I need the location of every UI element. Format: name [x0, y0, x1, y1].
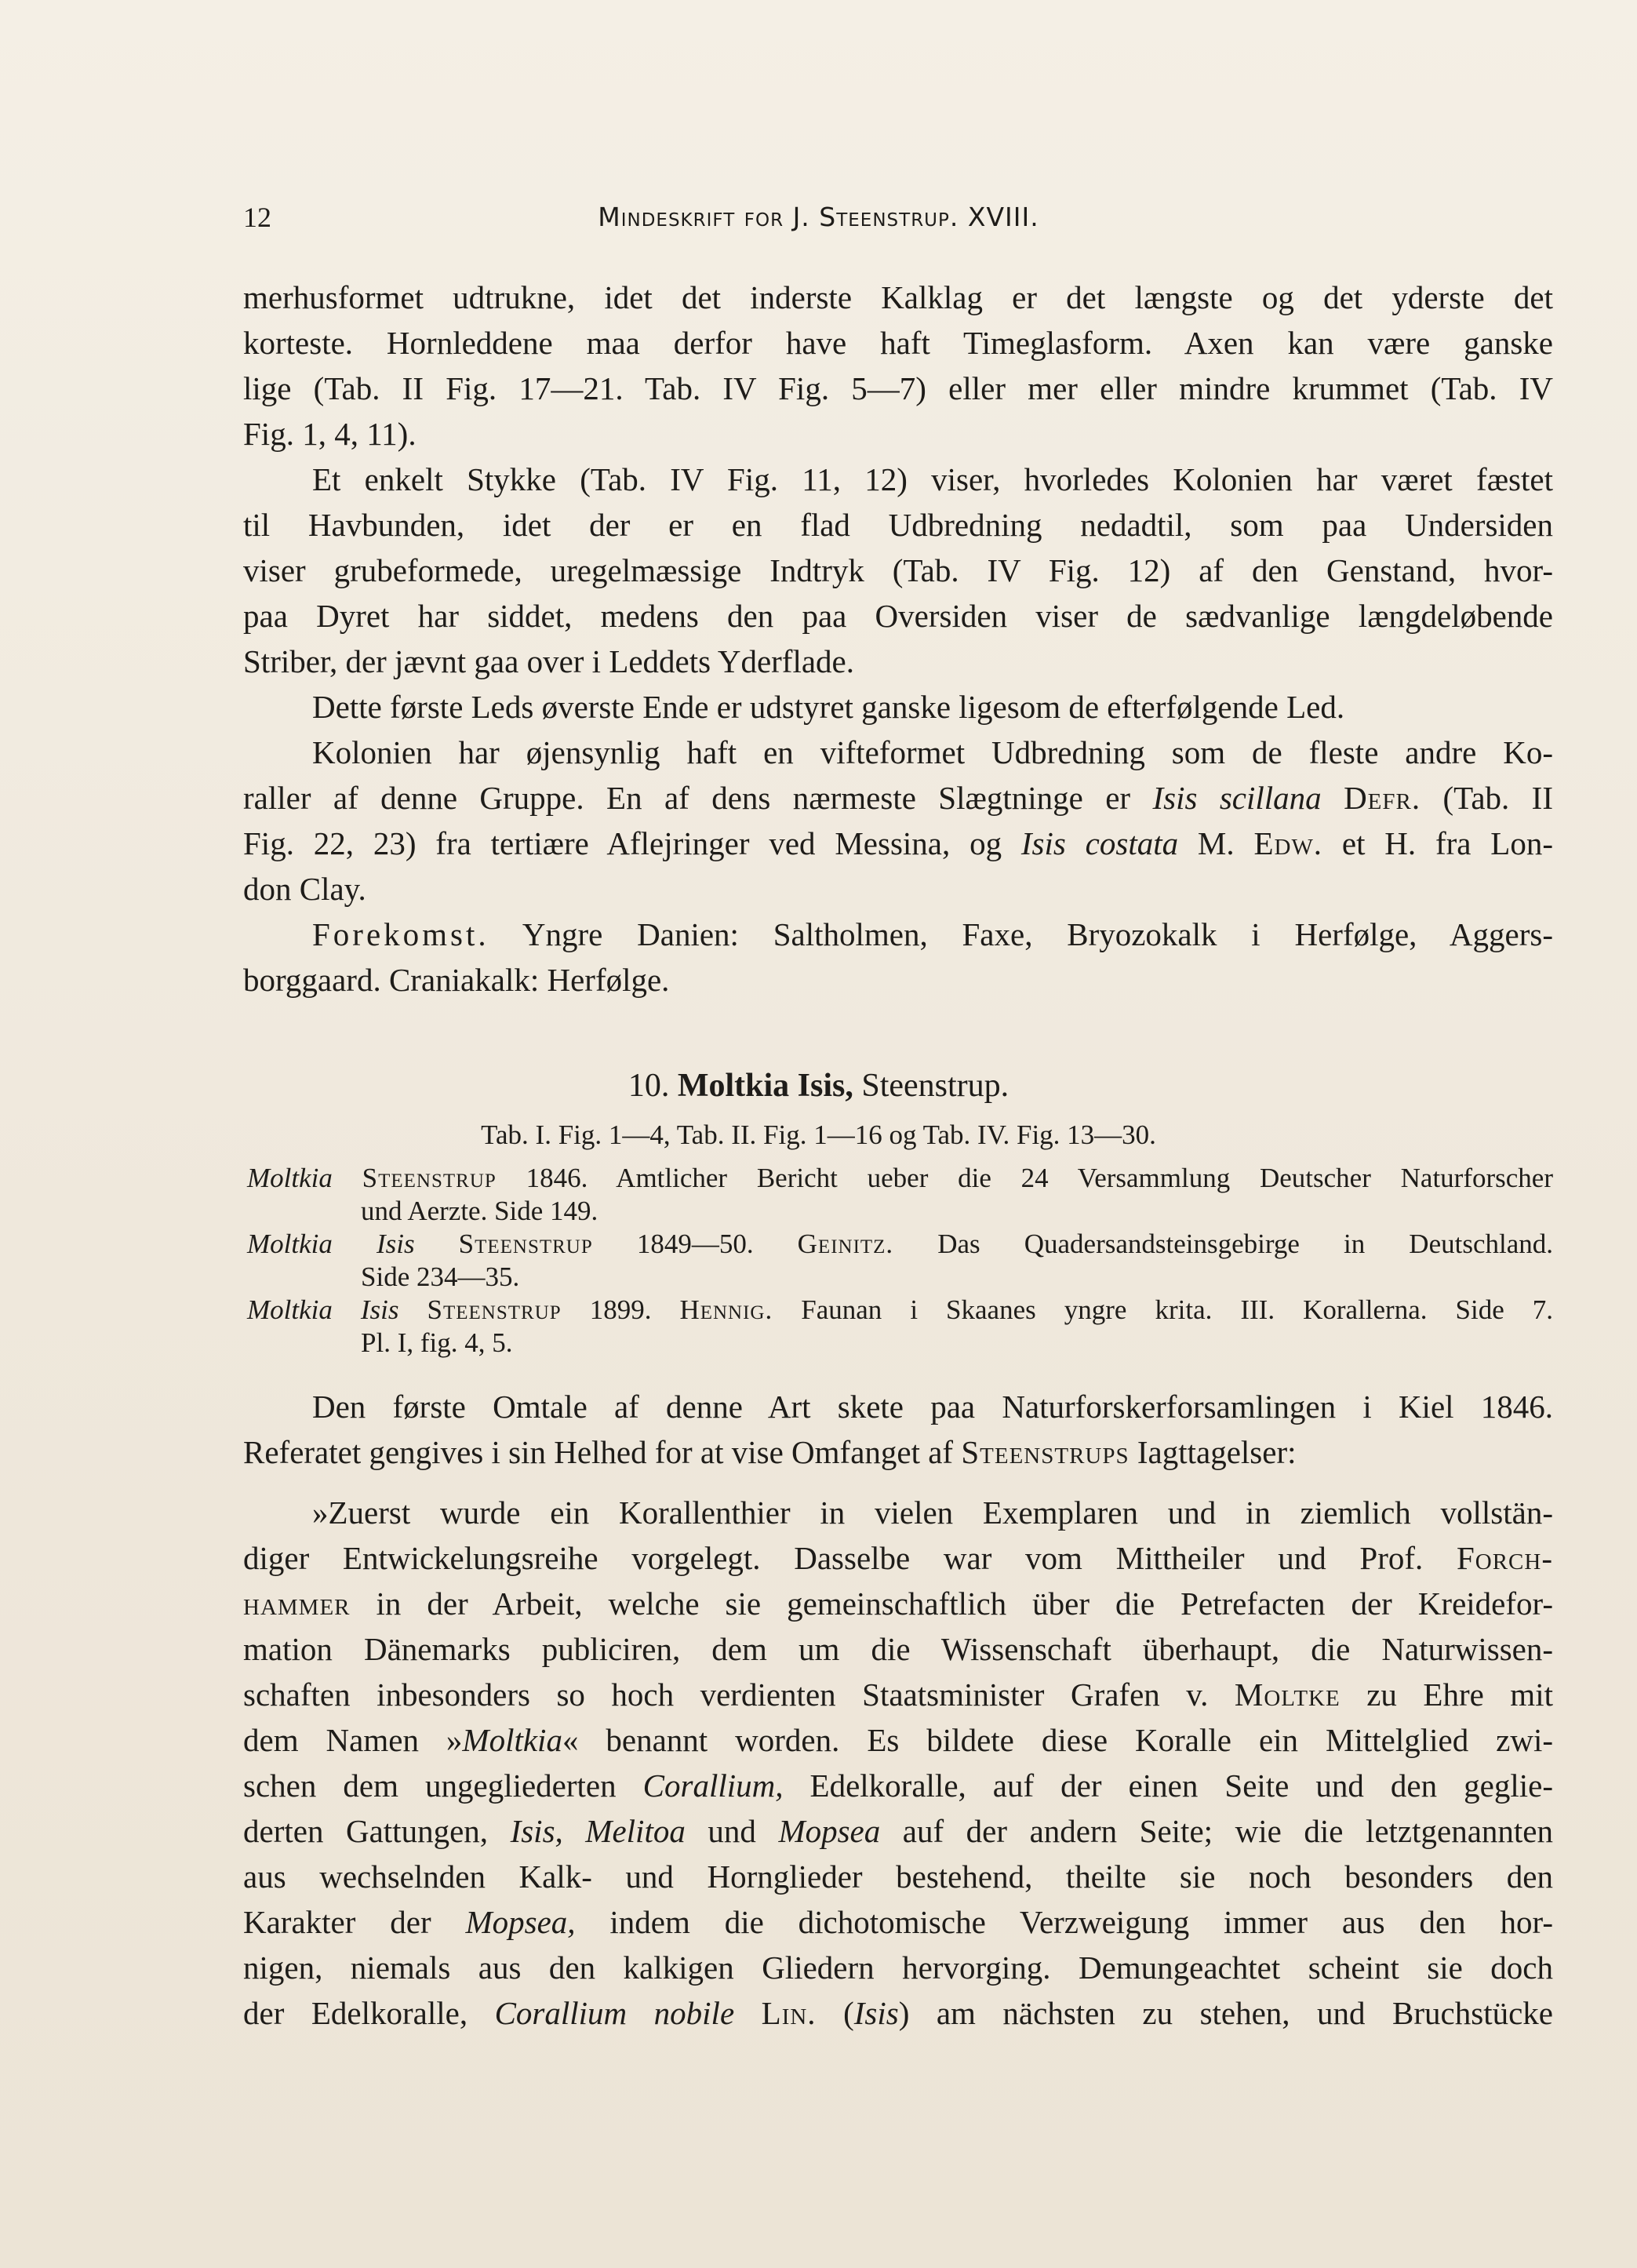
- genus-name: Isis, Melitoa: [510, 1813, 686, 1849]
- author-name: Geinitz.: [797, 1229, 894, 1259]
- paragraph-1: [243, 275, 1553, 457]
- text-run: Das Quadersandsteinsgebirge in Deutschland.: [893, 1229, 1553, 1259]
- text-run: diger Entwickelungsreihe vorgelegt. Dasselbe war vom Mittheiler und Prof.: [243, 1540, 1457, 1576]
- text-line: Kolonien har øjensynlig haft en vifteformet Udbredning som de fleste andre Ko-: [312, 734, 1553, 770]
- section-author: Steenstrup.: [861, 1068, 1009, 1104]
- text-line: mation Dänemarks publiciren, dem um die Wissenschaft überhaupt, die Naturwissen-: [243, 1631, 1553, 1667]
- section-taxon: Moltkia Isis,: [677, 1068, 853, 1104]
- text-run: Referatet gengives i sin Helhed for at vise Omfanget af: [243, 1434, 962, 1470]
- text-run: raller af denne Gruppe. En af dens nærmeste Slægtninge er: [243, 780, 1153, 816]
- text-line: Et enkelt Stykke (Tab. IV Fig. 11, 12) viser, hvorledes Kolonien har været fæstet: [312, 461, 1553, 497]
- text-run: [734, 1995, 762, 2031]
- text-run: dem Namen »: [243, 1722, 463, 1758]
- genus-name: Mopsea: [778, 1813, 881, 1849]
- text-run: 1899.: [561, 1294, 680, 1325]
- text-line: paa Dyret har siddet, medens den paa Oversiden viser de sædvanlige længdeløbende: [243, 598, 1553, 634]
- text-line: lige (Tab. II Fig. 17—21. Tab. IV Fig. 5—7) eller mer eller mindre krummet (Tab. IV: [243, 370, 1553, 406]
- text-line: [243, 1763, 1553, 1808]
- genus-name: Isis: [853, 1995, 899, 2031]
- author-name: hammer: [243, 1585, 351, 1622]
- paragraph-6: [243, 1384, 1553, 1475]
- text-line: don Clay.: [243, 871, 366, 907]
- text-run: [1322, 780, 1344, 816]
- spaced-heading: Forekomst.: [312, 916, 489, 952]
- text-line: »Zuerst wurde ein Korallenthier in vielen Exemplaren und in ziemlich vollstän-: [312, 1494, 1553, 1531]
- text-line: [243, 1581, 1553, 1626]
- species-name: Isis: [376, 1229, 415, 1259]
- text-run: derten Gattungen,: [243, 1813, 511, 1849]
- paragraph-3: [243, 684, 1553, 730]
- text-line: Fig. 1, 4, 11).: [243, 416, 417, 452]
- author-name: Steenstrup: [362, 1163, 497, 1193]
- text-run: Iagttagelser:: [1129, 1434, 1297, 1470]
- text-run: Faunan i Skaanes yngre krita. III. Korallerna. Side 7.: [773, 1294, 1553, 1325]
- text-line: [243, 1808, 1553, 1854]
- paragraph-4: [243, 730, 1553, 912]
- text-run: und: [685, 1813, 779, 1849]
- paragraph-5: [243, 912, 1553, 1003]
- author-name: Hennig.: [679, 1294, 773, 1325]
- running-title: Mindeskrift for J. Steenstrup. XVIII.: [598, 202, 1039, 232]
- text-run: in der Arbeit, welche sie gemeinschaftlich über die Petrefacten der Kreidefor-: [350, 1585, 1553, 1622]
- text-line: [243, 821, 1553, 866]
- paragraph-7: [243, 1490, 1553, 2036]
- text-run: « benannt worden. Es bildete diese Koralle ein Mittelglied zwi-: [562, 1722, 1554, 1758]
- text-run: (Tab. II: [1421, 780, 1553, 816]
- text-run: schaften inbesonders so hoch verdienten Staatsminister Grafen v.: [243, 1676, 1235, 1713]
- author-name: Defr.: [1344, 780, 1421, 816]
- text-line: Dette første Leds øverste Ende er udstyret ganske ligesom de efterfølgende Led.: [312, 689, 1345, 725]
- synonymy-entry: [247, 1228, 1553, 1294]
- section-heading: [0, 1063, 1637, 1109]
- text-line: [243, 1672, 1553, 1717]
- text-run: (: [816, 1995, 854, 2031]
- genus-name: Moltkia: [462, 1722, 562, 1758]
- page-number: 12: [243, 202, 271, 233]
- text-block-lower: [243, 1384, 1553, 1475]
- text-run: auf der andern Seite; wie die letztgenannten: [880, 1813, 1554, 1849]
- text-line: til Havbunden, idet der er en flad Udbredning nedadtil, som paa Undersiden: [243, 507, 1553, 543]
- author-name: Moltke: [1234, 1676, 1341, 1713]
- genus-name: Corallium,: [642, 1767, 784, 1804]
- text-line: [243, 775, 1553, 821]
- text-run: der Edelkoralle,: [243, 1995, 495, 2031]
- text-line: Striber, der jævnt gaa over i Leddets Yderflade.: [243, 643, 854, 679]
- text-line: [243, 1535, 1553, 1581]
- text-line: [243, 1990, 1553, 2036]
- text-run: zu Ehre mit: [1340, 1676, 1553, 1713]
- plate-references: Tab. I. Fig. 1—4, Tab. II. Fig. 1—16 og Tab. IV. Fig. 13—30.: [481, 1119, 1156, 1150]
- author-name: Steenstrup: [458, 1229, 593, 1259]
- genus-name: Mopsea,: [465, 1904, 576, 1940]
- text-line: korteste. Hornleddene maa derfor have haft Timeglasform. Axen kan være ganske: [243, 325, 1553, 361]
- genus-name: Moltkia: [247, 1229, 333, 1259]
- quotation-block: [243, 1490, 1553, 2036]
- section-number: 10.: [628, 1068, 670, 1104]
- author-name: Steenstrups: [961, 1434, 1130, 1470]
- synonymy-list: [247, 1162, 1553, 1360]
- text-run: 1849—50.: [592, 1229, 798, 1259]
- author-name: Lin.: [761, 1995, 817, 2031]
- author-name: Forch-: [1456, 1540, 1553, 1576]
- species-name: Isis: [360, 1294, 399, 1325]
- text-line: Side 234—35.: [361, 1261, 520, 1292]
- genus-name: Moltkia: [247, 1163, 333, 1193]
- synonymy-entry: [247, 1294, 1553, 1360]
- text-line: [247, 1294, 1553, 1327]
- synonymy-entry: [247, 1162, 1553, 1228]
- text-run: Yngre Danien: Saltholmen, Faxe, Bryozokalk i Herfølge, Aggers-: [489, 916, 1553, 952]
- species-name: Isis costata: [1020, 825, 1179, 861]
- author-name: Edw.: [1253, 825, 1323, 861]
- text-line: [243, 1899, 1553, 1945]
- text-run: Karakter der: [243, 1904, 466, 1940]
- text-line: [247, 1228, 1553, 1261]
- text-line: nigen, niemals aus den kalkigen Gliedern hervorging. Demungeachtet scheint sie doch: [243, 1949, 1553, 1986]
- text-run: indem die dichotomische Verzweigung immer aus den hor-: [575, 1904, 1553, 1940]
- text-line: [247, 1162, 1553, 1195]
- text-run: schen dem ungegliederten: [243, 1767, 643, 1804]
- text-line: und Aerzte. Side 149.: [361, 1196, 598, 1226]
- text-run: 1846. Amtlicher Bericht ueber die 24 Versammlung Deutscher Naturforscher: [496, 1163, 1553, 1193]
- text-run: Fig. 22, 23) fra tertiære Aflejringer ved Messina, og: [243, 825, 1021, 861]
- text-line: Pl. I, fig. 4, 5.: [361, 1327, 513, 1358]
- text-run: ) am nächsten zu stehen, und Bruchstücke: [898, 1995, 1553, 2031]
- text-line: aus wechselnden Kalk- und Hornglieder bestehend, theilte sie noch besonders den: [243, 1858, 1553, 1895]
- text-line: [243, 912, 1553, 957]
- species-name: Isis scillana: [1152, 780, 1322, 816]
- text-block-upper: [243, 275, 1553, 1003]
- text-run: Edelkoralle, auf der einen Seite und den geglie-: [783, 1767, 1554, 1804]
- text-run: et H. fra Lon-: [1322, 825, 1553, 861]
- author-name: Steenstrup: [427, 1294, 562, 1325]
- species-name: Corallium nobile: [494, 1995, 735, 2031]
- text-line: borggaard. Craniakalk: Herfølge.: [243, 962, 670, 998]
- text-line: viser grubeformede, uregelmæssige Indtryk (Tab. IV Fig. 12) af den Genstand, hvor-: [243, 552, 1553, 588]
- text-line: merhusformet udtrukne, idet det inderste Kalklag er det længste og det yderste det: [243, 279, 1553, 315]
- text-line: [243, 1717, 1553, 1763]
- paragraph-2: [243, 457, 1553, 684]
- text-run: M.: [1178, 825, 1254, 861]
- text-line: [243, 1429, 1553, 1475]
- genus-name: Moltkia: [247, 1294, 333, 1325]
- text-line: Den første Omtale af denne Art skete paa Naturforskerforsamlingen i Kiel 1846.: [312, 1389, 1553, 1425]
